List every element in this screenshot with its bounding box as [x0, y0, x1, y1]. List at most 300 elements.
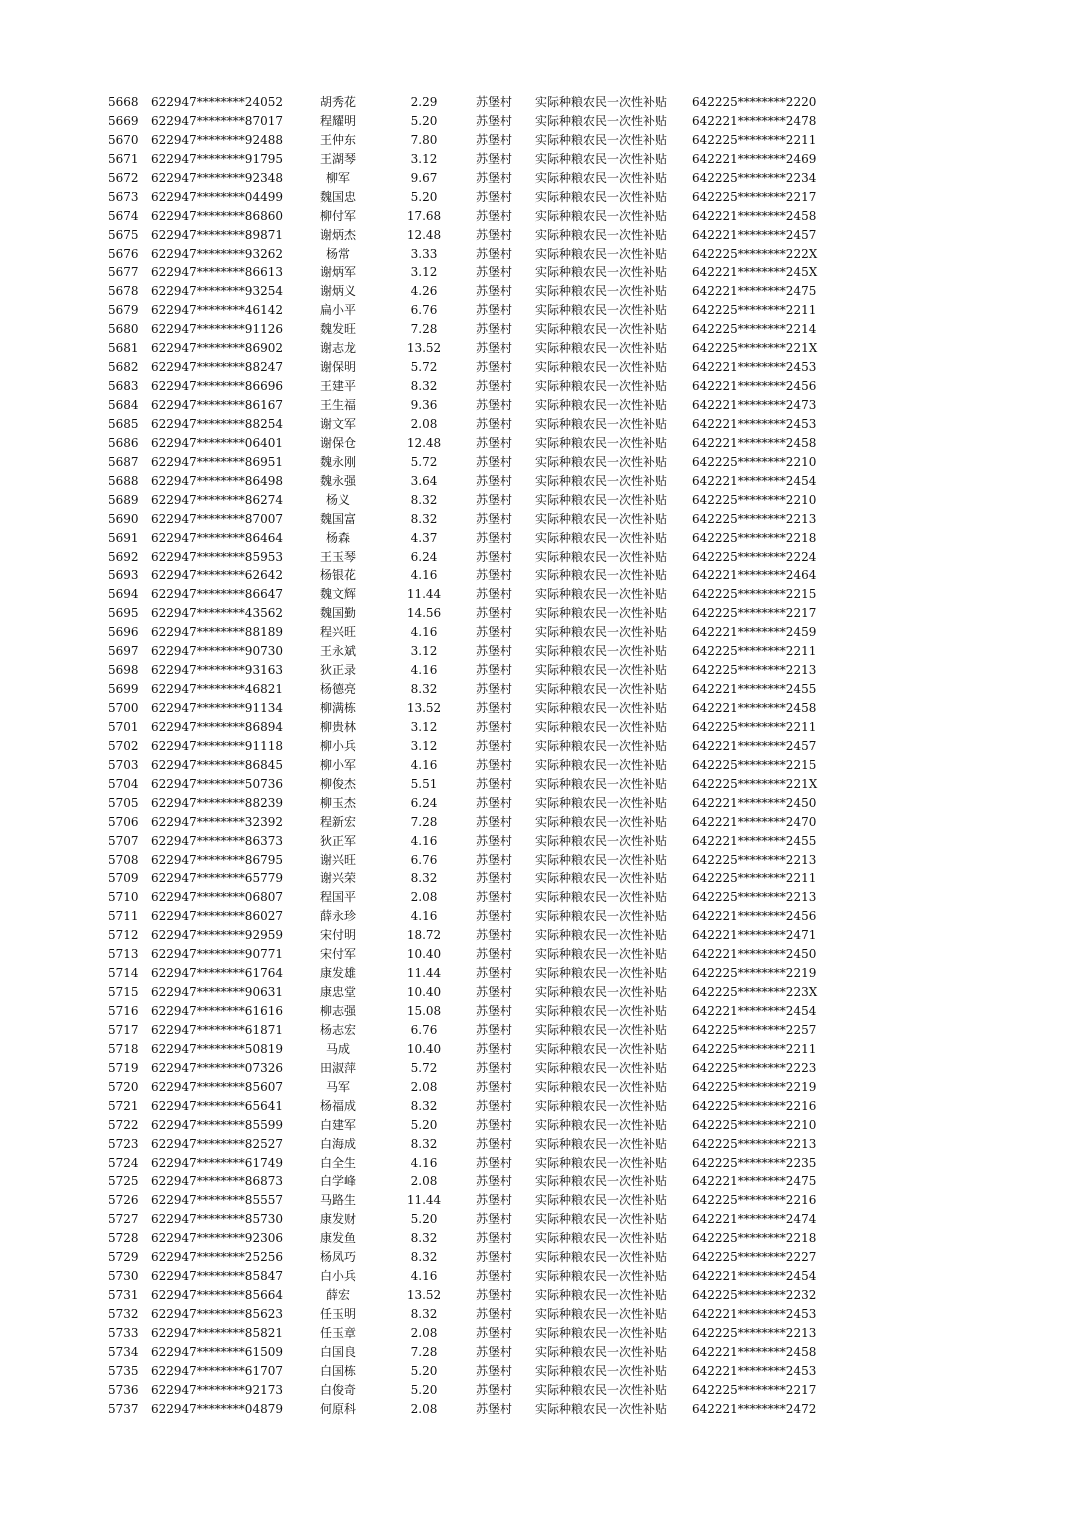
area-value: 8.32 — [410, 1098, 438, 1113]
subsidy-type: 实际种粮农民一次性补贴 — [535, 663, 668, 678]
account-number: 622947********06401 — [151, 435, 283, 450]
subsidy-type: 实际种粮农民一次性补贴 — [535, 776, 668, 791]
id-number: 642225********2214 — [692, 322, 817, 337]
area-value: 3.12 — [410, 151, 438, 166]
village-name: 苏堡村 — [476, 682, 513, 697]
village-name: 苏堡村 — [476, 833, 513, 848]
farmer-name: 谢兴旺 — [319, 852, 356, 867]
table-row — [0, 1362, 1074, 1381]
area-value: 8.32 — [410, 871, 438, 886]
account-number: 622947********86894 — [151, 719, 283, 734]
farmer-name: 白海成 — [319, 1136, 356, 1151]
subsidy-type: 实际种粮农民一次性补贴 — [535, 606, 668, 621]
id-number: 642221********2472 — [692, 1401, 817, 1416]
table-row — [0, 169, 1074, 188]
account-number: 622947********07326 — [151, 1060, 283, 1075]
farmer-name: 何原科 — [319, 1401, 356, 1416]
area-value: 11.44 — [406, 587, 442, 602]
table-row — [0, 1172, 1074, 1191]
row-number: 5728 — [108, 1231, 139, 1246]
subsidy-type: 实际种粮农民一次性补贴 — [535, 265, 668, 280]
subsidy-type: 实际种粮农民一次性补贴 — [535, 530, 668, 545]
subsidy-type: 实际种粮农民一次性补贴 — [535, 1325, 668, 1340]
village-name: 苏堡村 — [476, 1079, 513, 1094]
row-number: 5692 — [108, 549, 139, 564]
row-number: 5675 — [108, 227, 139, 242]
village-name: 苏堡村 — [476, 492, 513, 507]
account-number: 622947********86696 — [151, 379, 283, 394]
id-number: 642225********2211 — [692, 719, 817, 734]
subsidy-type: 实际种粮农民一次性补贴 — [535, 1098, 668, 1113]
id-number: 642225********221X — [692, 776, 818, 791]
id-number: 642225********2220 — [692, 95, 817, 109]
farmer-name: 马成 — [325, 1041, 350, 1056]
account-number: 622947********91118 — [151, 738, 283, 753]
row-number: 5670 — [108, 132, 139, 147]
id-number: 642225********2210 — [692, 454, 817, 469]
id-number: 642221********2457 — [692, 738, 817, 753]
table-row — [0, 301, 1074, 320]
table-row — [0, 112, 1074, 131]
row-number: 5724 — [108, 1155, 139, 1170]
row-number: 5688 — [108, 473, 139, 488]
area-value: 3.64 — [410, 473, 438, 488]
row-number: 5700 — [108, 701, 139, 715]
area-value: 3.12 — [410, 265, 438, 280]
id-number: 642225********2235 — [692, 1155, 817, 1170]
account-number: 622947********91134 — [151, 701, 283, 715]
area-value: 8.32 — [410, 511, 438, 526]
row-number: 5727 — [108, 1212, 139, 1227]
subsidy-type: 实际种粮农民一次性补贴 — [535, 1041, 668, 1056]
account-number: 622947********61871 — [151, 1022, 283, 1037]
account-number: 622947********25256 — [151, 1250, 283, 1265]
account-number: 622947********86860 — [151, 208, 283, 223]
subsidy-type: 实际种粮农民一次性补贴 — [535, 852, 668, 867]
account-number: 622947********86951 — [151, 454, 283, 469]
table-row — [0, 661, 1074, 680]
account-number: 622947********50736 — [151, 776, 283, 791]
subsidy-type: 实际种粮农民一次性补贴 — [535, 303, 668, 318]
id-number: 642221********2455 — [692, 682, 817, 697]
account-number: 622947********86027 — [151, 909, 283, 924]
village-name: 苏堡村 — [476, 1231, 513, 1246]
subsidy-type: 实际种粮农民一次性补贴 — [535, 473, 668, 488]
account-number: 622947********85953 — [151, 549, 283, 564]
village-name: 苏堡村 — [476, 909, 513, 924]
row-number: 5673 — [108, 189, 139, 204]
account-number: 622947********24052 — [151, 95, 283, 109]
farmer-name: 马路生 — [319, 1193, 356, 1208]
id-number: 642221********2450 — [692, 947, 817, 962]
table-row — [0, 737, 1074, 756]
row-number: 5691 — [108, 530, 139, 545]
row-number: 5677 — [108, 265, 139, 280]
area-value: 8.32 — [410, 1231, 438, 1246]
subsidy-type: 实际种粮农民一次性补贴 — [535, 1060, 668, 1075]
id-number: 642221********2464 — [692, 568, 817, 583]
farmer-name: 柳贵林 — [319, 719, 356, 734]
table-row — [0, 434, 1074, 453]
subsidy-type: 实际种粮农民一次性补贴 — [535, 435, 668, 450]
id-number: 642221********2453 — [692, 1363, 817, 1378]
id-number: 642225********221X — [692, 341, 818, 356]
farmer-name: 白俊奇 — [319, 1382, 356, 1397]
village-name: 苏堡村 — [476, 606, 513, 621]
subsidy-type: 实际种粮农民一次性补贴 — [535, 644, 668, 659]
area-value: 4.26 — [410, 284, 438, 299]
subsidy-type: 实际种粮农民一次性补贴 — [535, 379, 668, 394]
id-number: 642225********2213 — [692, 852, 817, 867]
table-row — [0, 699, 1074, 718]
row-number: 5699 — [108, 682, 139, 697]
village-name: 苏堡村 — [476, 227, 513, 242]
farmer-name: 康发鱼 — [319, 1231, 356, 1246]
subsidy-type: 实际种粮农民一次性补贴 — [535, 757, 668, 772]
village-name: 苏堡村 — [476, 1022, 513, 1037]
area-value: 5.20 — [410, 1363, 438, 1378]
id-number: 642225********2217 — [692, 1382, 817, 1397]
farmer-name: 柳小兵 — [319, 738, 356, 753]
village-name: 苏堡村 — [476, 568, 513, 583]
row-number: 5686 — [108, 435, 139, 450]
table-row — [0, 93, 1074, 112]
area-value: 6.76 — [410, 303, 438, 318]
village-name: 苏堡村 — [476, 757, 513, 772]
id-number: 642221********2453 — [692, 1307, 817, 1321]
table-row — [0, 869, 1074, 888]
account-number: 622947********91126 — [151, 322, 283, 337]
area-value: 4.16 — [410, 909, 438, 924]
id-number: 642221********2454 — [692, 473, 817, 488]
farmer-name: 柳小军 — [319, 757, 356, 772]
id-number: 642225********2215 — [692, 757, 817, 772]
village-name: 苏堡村 — [476, 625, 513, 640]
farmer-name: 康忠堂 — [319, 985, 356, 1000]
farmer-name: 魏文辉 — [319, 587, 356, 602]
account-number: 622947********86274 — [151, 492, 283, 507]
account-number: 622947********88247 — [151, 360, 283, 375]
area-value: 7.28 — [410, 814, 438, 829]
village-name: 苏堡村 — [476, 985, 513, 1000]
account-number: 622947********85730 — [151, 1212, 283, 1227]
account-number: 622947********85821 — [151, 1325, 283, 1340]
subsidy-type: 实际种粮农民一次性补贴 — [535, 1117, 668, 1132]
row-number: 5706 — [108, 814, 139, 829]
table-row — [0, 1210, 1074, 1229]
table-row — [0, 472, 1074, 491]
row-number: 5698 — [108, 663, 139, 678]
subsidy-type: 实际种粮农民一次性补贴 — [535, 1288, 668, 1303]
subsidy-type: 实际种粮农民一次性补贴 — [535, 1250, 668, 1265]
area-value: 4.16 — [410, 663, 438, 678]
farmer-name: 谢炳义 — [319, 284, 356, 299]
farmer-name: 马军 — [325, 1079, 350, 1094]
subsidy-type: 实际种粮农民一次性补贴 — [535, 587, 668, 602]
table-row — [0, 245, 1074, 264]
area-value: 5.20 — [410, 1212, 438, 1227]
area-value: 6.76 — [410, 1022, 438, 1037]
id-number: 642221********2474 — [692, 1212, 817, 1227]
area-value: 15.08 — [406, 1004, 442, 1018]
id-number: 642221********2478 — [692, 113, 817, 128]
village-name: 苏堡村 — [476, 738, 513, 753]
account-number: 622947********93262 — [151, 246, 283, 261]
id-number: 642225********223X — [692, 985, 818, 1000]
subsidy-type: 实际种粮农民一次性补贴 — [535, 170, 668, 185]
account-number: 622947********90771 — [151, 947, 283, 962]
id-number: 642225********2211 — [692, 644, 817, 659]
farmer-name: 狄正录 — [319, 663, 356, 678]
table-row — [0, 566, 1074, 585]
row-number: 5709 — [108, 871, 139, 886]
village-name: 苏堡村 — [476, 1041, 513, 1056]
subsidy-type: 实际种粮农民一次性补贴 — [535, 1344, 668, 1359]
row-number: 5725 — [108, 1174, 139, 1189]
account-number: 622947********92306 — [151, 1231, 283, 1246]
table-row — [0, 207, 1074, 226]
subsidy-type: 实际种粮农民一次性补贴 — [535, 1231, 668, 1246]
account-number: 622947********61707 — [151, 1363, 283, 1378]
row-number: 5679 — [108, 303, 139, 318]
area-value: 3.12 — [410, 719, 438, 734]
subsidy-type: 实际种粮农民一次性补贴 — [535, 1193, 668, 1208]
table-row — [0, 396, 1074, 415]
subsidy-type: 实际种粮农民一次性补贴 — [535, 795, 668, 810]
area-value: 8.32 — [410, 1307, 438, 1321]
id-number: 642225********2213 — [692, 663, 817, 678]
area-value: 9.67 — [410, 170, 438, 185]
id-number: 642221********2458 — [692, 701, 817, 715]
table-row — [0, 1116, 1074, 1135]
farmer-name: 任玉明 — [319, 1307, 356, 1321]
id-number: 642225********2217 — [692, 606, 817, 621]
table-row — [0, 851, 1074, 870]
account-number: 622947********85623 — [151, 1307, 283, 1321]
table-row — [0, 945, 1074, 964]
area-value: 12.48 — [406, 227, 442, 242]
account-number: 622947********93254 — [151, 284, 283, 299]
village-name: 苏堡村 — [476, 549, 513, 564]
farmer-name: 魏发旺 — [319, 322, 356, 337]
table-row — [0, 1324, 1074, 1343]
farmer-name: 程耀明 — [319, 113, 356, 128]
table-row — [0, 491, 1074, 510]
table-row — [0, 1305, 1074, 1324]
village-name: 苏堡村 — [476, 871, 513, 886]
farmer-name: 扁小平 — [319, 303, 356, 318]
account-number: 622947********65779 — [151, 871, 283, 886]
table-row — [0, 794, 1074, 813]
area-value: 5.51 — [410, 776, 438, 791]
area-value: 4.16 — [410, 1155, 438, 1170]
area-value: 2.29 — [410, 95, 438, 109]
village-name: 苏堡村 — [476, 1269, 513, 1284]
village-name: 苏堡村 — [476, 1288, 513, 1303]
village-name: 苏堡村 — [476, 113, 513, 128]
village-name: 苏堡村 — [476, 1193, 513, 1208]
row-number: 5690 — [108, 511, 139, 526]
row-number: 5723 — [108, 1136, 139, 1151]
area-value: 6.24 — [410, 795, 438, 810]
subsidy-type: 实际种粮农民一次性补贴 — [535, 511, 668, 526]
row-number: 5737 — [108, 1401, 139, 1416]
row-number: 5722 — [108, 1117, 139, 1132]
area-value: 4.37 — [410, 530, 438, 545]
table-row — [0, 813, 1074, 832]
row-number: 5674 — [108, 208, 139, 223]
subsidy-type: 实际种粮农民一次性补贴 — [535, 833, 668, 848]
row-number: 5712 — [108, 928, 139, 943]
village-name: 苏堡村 — [476, 928, 513, 943]
row-number: 5683 — [108, 379, 139, 394]
row-number: 5716 — [108, 1004, 139, 1018]
village-name: 苏堡村 — [476, 890, 513, 905]
account-number: 622947********86795 — [151, 852, 283, 867]
farmer-name: 杨志宏 — [319, 1022, 356, 1037]
id-number: 642225********2213 — [692, 511, 817, 526]
village-name: 苏堡村 — [476, 303, 513, 318]
id-number: 642221********2453 — [692, 360, 817, 375]
id-number: 642225********2216 — [692, 1098, 817, 1113]
area-value: 10.40 — [406, 1041, 442, 1056]
subsidy-type: 实际种粮农民一次性补贴 — [535, 284, 668, 299]
area-value: 3.12 — [410, 738, 438, 753]
id-number: 642221********2473 — [692, 398, 817, 412]
area-value: 11.44 — [406, 1193, 442, 1208]
subsidy-type: 实际种粮农民一次性补贴 — [535, 814, 668, 829]
area-value: 6.76 — [410, 852, 438, 867]
farmer-name: 白学峰 — [319, 1174, 356, 1189]
area-value: 8.32 — [410, 1250, 438, 1265]
subsidy-type: 实际种粮农民一次性补贴 — [535, 132, 668, 147]
table-row — [0, 263, 1074, 282]
farmer-name: 程新宏 — [319, 814, 356, 829]
village-name: 苏堡村 — [476, 644, 513, 659]
subsidy-table — [0, 93, 1074, 1419]
id-number: 642221********2456 — [692, 909, 817, 924]
id-number: 642225********2227 — [692, 1250, 817, 1265]
village-name: 苏堡村 — [476, 795, 513, 810]
area-value: 2.08 — [410, 1079, 438, 1094]
farmer-name: 薛永珍 — [319, 909, 356, 924]
village-name: 苏堡村 — [476, 1401, 513, 1416]
farmer-name: 王建平 — [319, 379, 356, 394]
account-number: 622947********85664 — [151, 1288, 283, 1303]
account-number: 622947********61509 — [151, 1344, 283, 1359]
area-value: 5.20 — [410, 189, 438, 204]
table-row — [0, 1248, 1074, 1267]
row-number: 5720 — [108, 1079, 139, 1094]
account-number: 622947********89871 — [151, 227, 283, 242]
farmer-name: 白国栋 — [319, 1363, 356, 1378]
account-number: 622947********88189 — [151, 625, 283, 640]
table-row — [0, 226, 1074, 245]
table-row — [0, 1021, 1074, 1040]
village-name: 苏堡村 — [476, 719, 513, 734]
area-value: 4.16 — [410, 833, 438, 848]
subsidy-type: 实际种粮农民一次性补贴 — [535, 985, 668, 1000]
subsidy-type: 实际种粮农民一次性补贴 — [535, 360, 668, 375]
table-row — [0, 150, 1074, 169]
account-number: 622947********04879 — [151, 1401, 283, 1416]
area-value: 2.08 — [410, 1325, 438, 1340]
id-number: 642221********2454 — [692, 1004, 817, 1018]
farmer-name: 田淑萍 — [319, 1060, 356, 1075]
table-row — [0, 320, 1074, 339]
village-name: 苏堡村 — [476, 132, 513, 147]
farmer-name: 柳军 — [325, 170, 350, 185]
table-row — [0, 1078, 1074, 1097]
id-number: 642225********2216 — [692, 1193, 817, 1208]
table-row — [0, 832, 1074, 851]
farmer-name: 程兴旺 — [319, 625, 356, 640]
id-number: 642221********2457 — [692, 227, 817, 242]
table-row — [0, 623, 1074, 642]
id-number: 642221********2450 — [692, 795, 817, 810]
row-number: 5704 — [108, 776, 139, 791]
id-number: 642221********2471 — [692, 928, 817, 943]
table-row — [0, 131, 1074, 150]
account-number: 622947********61749 — [151, 1155, 283, 1170]
row-number: 5697 — [108, 644, 139, 659]
subsidy-type: 实际种粮农民一次性补贴 — [535, 928, 668, 943]
village-name: 苏堡村 — [476, 1363, 513, 1378]
id-number: 642225********2211 — [692, 303, 817, 318]
village-name: 苏堡村 — [476, 852, 513, 867]
subsidy-type: 实际种粮农民一次性补贴 — [535, 682, 668, 697]
table-row — [0, 188, 1074, 207]
id-number: 642225********2219 — [692, 966, 817, 981]
area-value: 5.20 — [410, 1117, 438, 1132]
account-number: 622947********32392 — [151, 814, 283, 829]
area-value: 12.48 — [406, 435, 442, 450]
farmer-name: 魏国富 — [319, 511, 356, 526]
farmer-name: 康发雄 — [319, 966, 356, 981]
row-number: 5730 — [108, 1269, 139, 1284]
id-number: 642221********245X — [692, 265, 818, 280]
row-number: 5705 — [108, 795, 139, 810]
id-number: 642225********2213 — [692, 890, 817, 905]
table-row — [0, 1400, 1074, 1419]
account-number: 622947********61616 — [151, 1004, 283, 1018]
account-number: 622947********90631 — [151, 985, 283, 1000]
village-name: 苏堡村 — [476, 1155, 513, 1170]
row-number: 5714 — [108, 966, 139, 981]
id-number: 642221********2453 — [692, 416, 817, 431]
table-row — [0, 1267, 1074, 1286]
area-value: 4.16 — [410, 568, 438, 583]
account-number: 622947********50819 — [151, 1041, 283, 1056]
area-value: 13.52 — [406, 341, 442, 356]
id-number: 642225********2211 — [692, 132, 817, 147]
farmer-name: 柳付军 — [319, 208, 356, 223]
farmer-name: 谢保明 — [319, 360, 356, 375]
area-value: 2.08 — [410, 1401, 438, 1416]
id-number: 642221********2458 — [692, 208, 817, 223]
area-value: 2.08 — [410, 416, 438, 431]
row-number: 5676 — [108, 246, 139, 261]
subsidy-type: 实际种粮农民一次性补贴 — [535, 492, 668, 507]
subsidy-type: 实际种粮农民一次性补贴 — [535, 1382, 668, 1397]
area-value: 5.72 — [410, 360, 438, 375]
table-row — [0, 1002, 1074, 1021]
row-number: 5702 — [108, 738, 139, 753]
village-name: 苏堡村 — [476, 170, 513, 185]
table-row — [0, 1040, 1074, 1059]
id-number: 642221********2475 — [692, 1174, 817, 1189]
village-name: 苏堡村 — [476, 663, 513, 678]
